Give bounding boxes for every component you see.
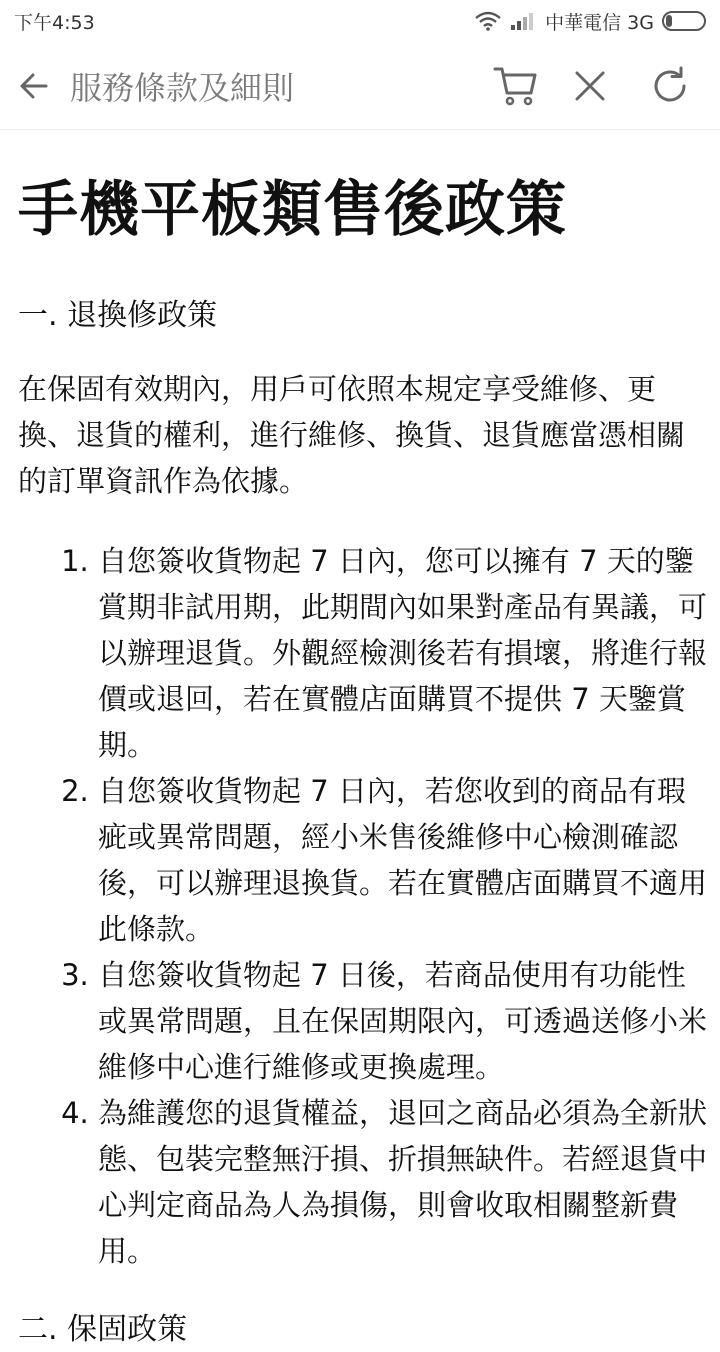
back-arrow-icon — [18, 70, 50, 102]
signal-icon — [509, 11, 537, 31]
app-bar — [0, 42, 720, 130]
app-bar-title: 服務條款及細則 — [70, 68, 295, 107]
battery-icon — [662, 11, 706, 31]
cart-button[interactable] — [492, 62, 540, 110]
list-item: 4. 為維護您的退貨權益，退回之商品必須為全新狀態、包裝完整無汙損、折損無缺件。若經退貨中心判定商品為人為損傷，則會收取相關整新費用。 — [98, 1090, 708, 1274]
section-heading-return-exchange-repair: 一. 退換修政策 — [18, 298, 218, 333]
carrier-label: 中華電信 3G — [545, 11, 654, 34]
list-item: 1. 自您簽收貨物起 7 日內，您可以擁有 7 天的鑒賞期非試用期，此期間內如果對產品有異議，可以辦理退貨。外觀經檢測後若有損壞，將進行報價或退回，若在實體店面購買不提供 7 天鑒賞期。 — [98, 538, 708, 768]
article-content — [18, 130, 708, 1352]
status-indicators — [475, 8, 706, 35]
close-icon — [573, 69, 607, 103]
section-heading-warranty: 二. 保固政策 — [18, 1312, 188, 1347]
close-button[interactable] — [570, 66, 610, 106]
status-time: 下午4:53 — [14, 11, 95, 34]
list-item: 3. 自您簽收貨物起 7 日後，若商品使用有功能性或異常問題，且在保固期限內，可透過送修小米維修中心進行維修或更換處理。 — [98, 952, 708, 1090]
section-intro: 在保固有效期內，用戶可依照本規定享受維修、更換、退貨的權利，進行維修、換貨、退貨應當憑相關的訂單資訊作為依據。 — [18, 372, 686, 498]
status-bar — [0, 0, 720, 42]
policy-list — [18, 538, 708, 1274]
page-title: 手機平板類售後政策 — [18, 175, 567, 245]
cart-icon — [493, 65, 539, 107]
back-button[interactable] — [16, 68, 52, 104]
wifi-icon — [475, 11, 501, 31]
refresh-icon — [650, 66, 690, 106]
refresh-button[interactable] — [648, 64, 692, 108]
list-item: 2. 自您簽收貨物起 7 日內，若您收到的商品有瑕疵或異常問題，經小米售後維修中心檢測確認後，可以辦理退換貨。若在實體店面購買不適用此條款。 — [98, 768, 708, 952]
